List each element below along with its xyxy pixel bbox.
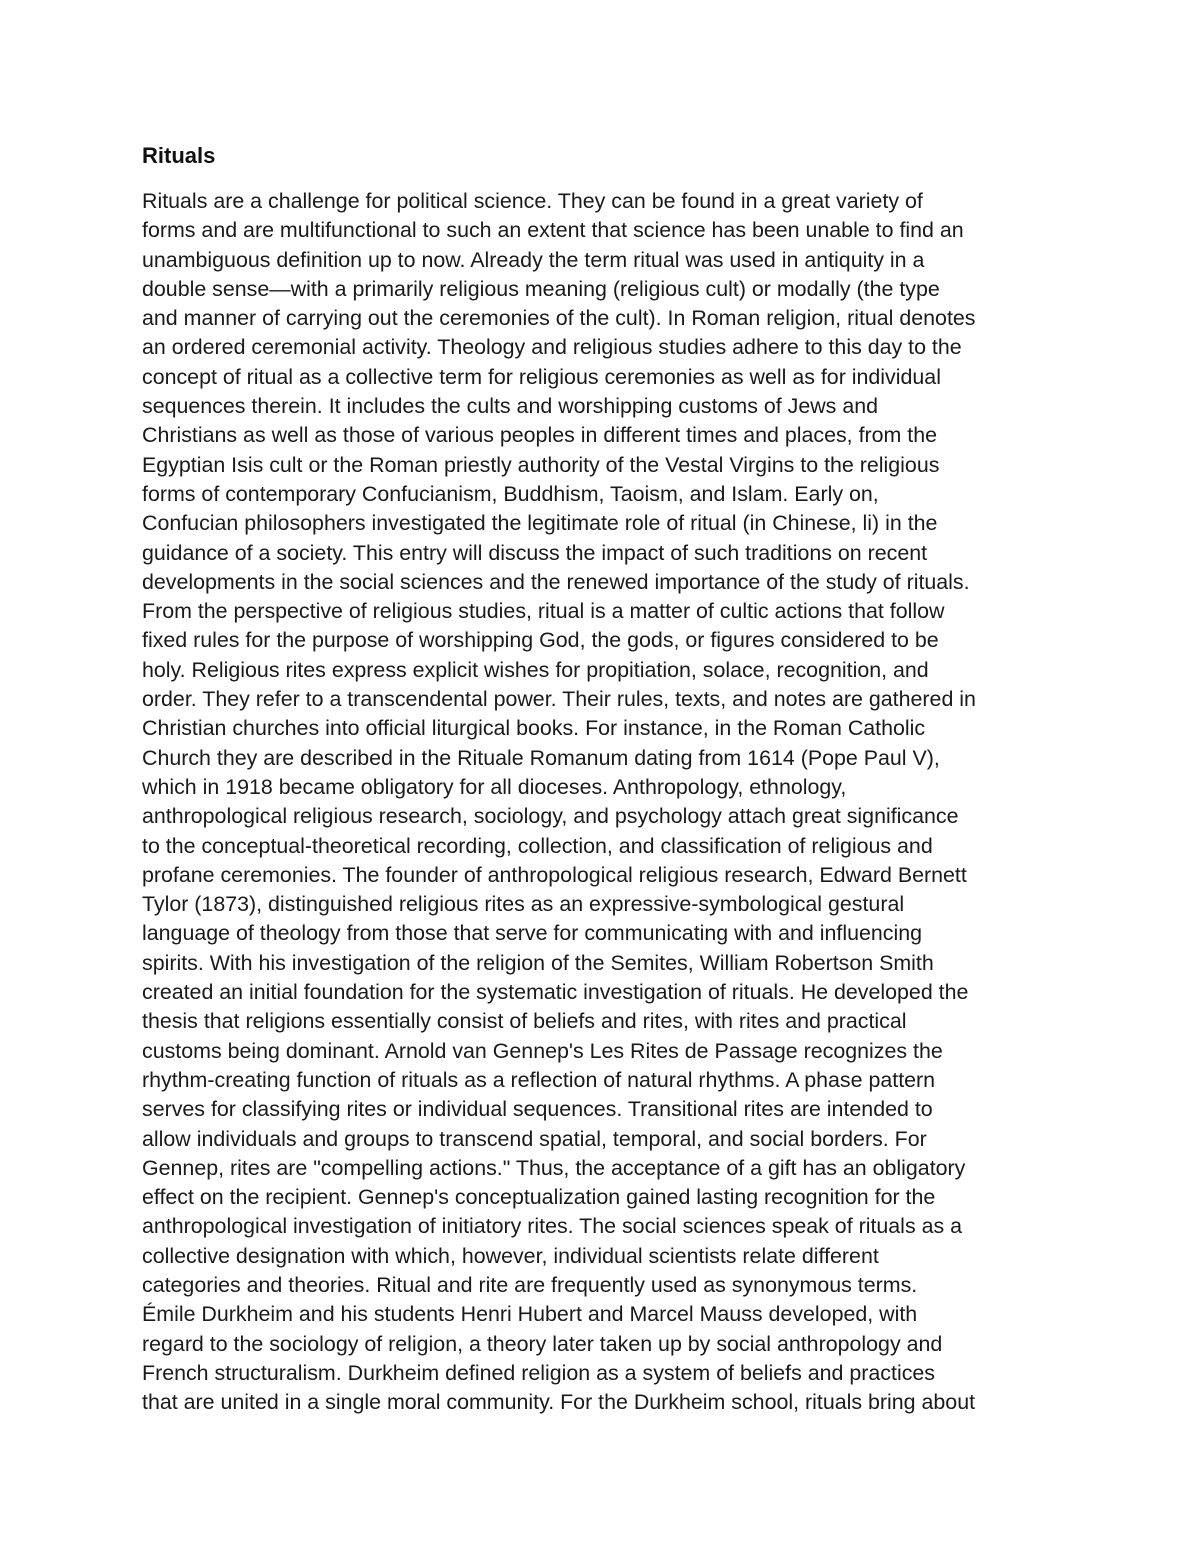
- body-text-line: Émile Durkheim and his students Henri Hubert and Marcel Mauss developed, with: [142, 1302, 918, 1327]
- body-text-line: language of theology from those that serve for communicating with and influencing: [142, 921, 923, 946]
- body-text-line: categories and theories. Ritual and rite are frequently used as synonymous terms.: [142, 1272, 918, 1297]
- body-text-line: and manner of carrying out the ceremonies of the cult). In Roman religion, ritual denotes: [142, 306, 976, 331]
- body-text-line: French structuralism. Durkheim defined religion as a system of beliefs and practices: [142, 1360, 935, 1385]
- body-text-line: forms of contemporary Confucianism, Buddhism, Taoism, and Islam. Early on,: [142, 481, 879, 506]
- body-text-line: Christians as well as those of various peoples in different times and places, from the: [142, 423, 938, 448]
- body-text-line: effect on the recipient. Gennep's conceptualization gained lasting recognition for the: [142, 1185, 936, 1210]
- body-text-line: forms and are multifunctional to such an extent that science has been unable to find an: [142, 218, 964, 243]
- body-text-line: profane ceremonies. The founder of anthropological religious research, Edward Bernett: [142, 862, 967, 887]
- body-text-line: sequences therein. It includes the cults and worshipping customs of Jews and: [142, 394, 879, 419]
- body-text-line: allow individuals and groups to transcend spatial, temporal, and social borders. For: [142, 1126, 927, 1151]
- body-text-line: unambiguous definition up to now. Already the term ritual was used in antiquity in a: [142, 247, 925, 272]
- body-text-line: From the perspective of religious studies, ritual is a matter of cultic actions that follow: [142, 599, 945, 624]
- document-body: [142, 187, 1072, 1417]
- body-text-line: spirits. With his investigation of the religion of the Semites, William Robertson Smith: [142, 950, 934, 975]
- body-text-line: an ordered ceremonial activity. Theology and religious studies adhere to this day to the: [142, 335, 962, 360]
- body-text-line: rhythm-creating function of rituals as a reflection of natural rhythms. A phase pattern: [142, 1067, 936, 1092]
- body-text-line: concept of ritual as a collective term for religious ceremonies as well as for individual: [142, 364, 941, 389]
- body-text-line: guidance of a society. This entry will discuss the impact of such traditions on recent: [142, 540, 928, 565]
- body-text-line: double sense—with a primarily religious meaning (religious cult) or modally (the type: [142, 276, 940, 301]
- body-text-line: collective designation with which, however, individual scientists relate different: [142, 1243, 879, 1268]
- document-title: Rituals: [142, 143, 216, 168]
- body-text-line: order. They refer to a transcendental power. Their rules, texts, and notes are gathered in: [142, 687, 976, 712]
- body-text-line: which in 1918 became obligatory for all dioceses. Anthropology, ethnology,: [142, 774, 847, 799]
- body-text-line: to the conceptual-theoretical recording, collection, and classification of religious and: [142, 833, 933, 858]
- body-text-line: Christian churches into official liturgical books. For instance, in the Roman Catholic: [142, 716, 926, 741]
- body-text-line: regard to the sociology of religion, a theory later taken up by social anthropology and: [142, 1331, 943, 1356]
- body-text-line: Confucian philosophers investigated the legitimate role of ritual (in Chinese, li) in the: [142, 511, 938, 536]
- body-text-line: Church they are described in the Rituale Romanum dating from 1614 (Pope Paul V),: [142, 745, 940, 770]
- body-text-line: created an initial foundation for the systematic investigation of rituals. He developed the: [142, 980, 969, 1005]
- body-text-line: anthropological religious research, sociology, and psychology attach great significance: [142, 804, 959, 829]
- body-text-line: thesis that religions essentially consist of beliefs and rites, with rites and practical: [142, 1009, 907, 1034]
- body-text-line: Tylor (1873), distinguished religious rites as an expressive-symbological gestural: [142, 892, 905, 917]
- body-text-line: Rituals are a challenge for political science. They can be found in a great variety of: [142, 189, 923, 213]
- body-text-line: holy. Religious rites express explicit wishes for propitiation, solace, recognition, and: [142, 657, 929, 682]
- body-text-line: that are united in a single moral community. For the Durkheim school, rituals bring about: [142, 1390, 976, 1415]
- body-text-line: anthropological investigation of initiatory rites. The social sciences speak of rituals as a: [142, 1214, 963, 1239]
- body-text-line: customs being dominant. Arnold van Gennep's Les Rites de Passage recognizes the: [142, 1038, 943, 1063]
- body-text-line: Egyptian Isis cult or the Roman priestly authority of the Vestal Virgins to the religious: [142, 452, 940, 477]
- body-text-line: fixed rules for the purpose of worshipping God, the gods, or figures considered to be: [142, 628, 939, 653]
- body-text-line: serves for classifying rites or individual sequences. Transitional rites are intended to: [142, 1097, 933, 1122]
- body-text-line: developments in the social sciences and the renewed importance of the study of rituals.: [142, 569, 970, 594]
- body-text-line: Gennep, rites are "compelling actions." Thus, the acceptance of a gift has an obligatory: [142, 1155, 966, 1180]
